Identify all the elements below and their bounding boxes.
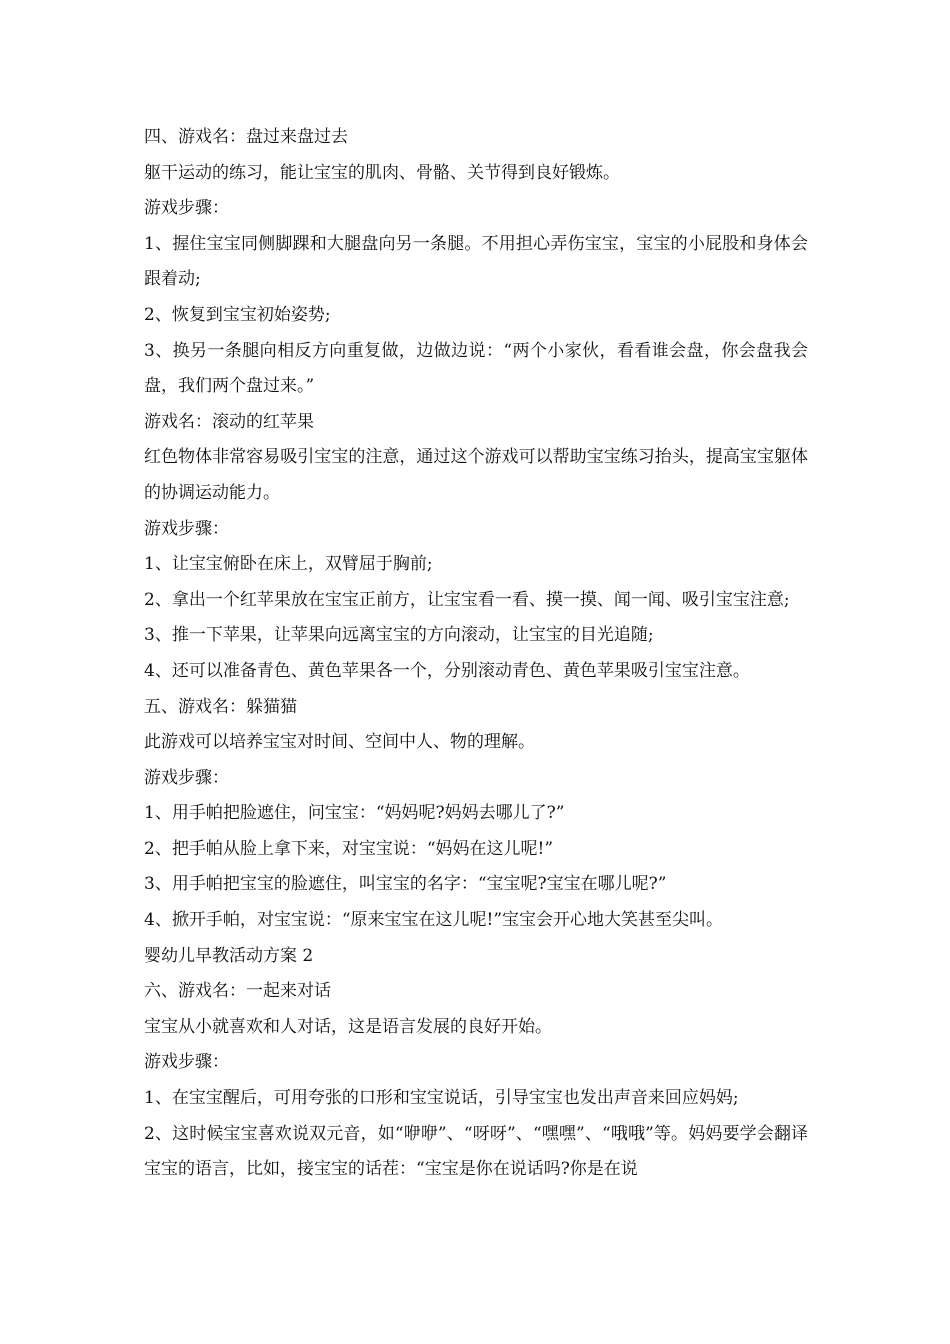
step-item: 3、推一下苹果，让苹果向远离宝宝的方向滚动，让宝宝的目光追随; <box>144 625 654 646</box>
steps-label: 游戏步骤： <box>144 767 229 788</box>
paragraph: 宝宝从小就喜欢和人对话，这是语言发展的良好开始。 <box>144 1016 552 1037</box>
step-item: 1、在宝宝醒后，可用夸张的口形和宝宝说话，引导宝宝也发出声音来回应妈妈; <box>144 1088 739 1109</box>
step-item: 1、让宝宝俯卧在床上，双臂屈于胸前; <box>144 554 433 575</box>
steps-label: 游戏步骤： <box>144 198 229 219</box>
steps-label: 游戏步骤： <box>144 1052 229 1073</box>
paragraph: 此游戏可以培养宝宝对时间、空间中人、物的理解。 <box>144 732 535 753</box>
step-item: 1、握住宝宝同侧脚踝和大腿盘向另一条腿。不用担心弄伤宝宝，宝宝的小屁股和身体会跟着动; <box>144 233 808 290</box>
step-item: 2、拿出一个红苹果放在宝宝正前方，让宝宝看一看、摸一摸、闻一闻、吸引宝宝注意; <box>144 589 790 610</box>
steps-label: 游戏步骤： <box>144 518 229 539</box>
step-item: 4、还可以准备青色、黄色苹果各一个，分别滚动青色、黄色苹果吸引宝宝注意。 <box>144 660 750 681</box>
plan-title: 婴幼儿早教活动方案 2 <box>144 945 314 966</box>
step-item: 2、把手帕从脸上拿下来，对宝宝说：“妈妈在这儿呢!” <box>144 838 554 859</box>
step-item: 1、用手帕把脸遮住，问宝宝：“妈妈呢?妈妈去哪儿了?” <box>144 803 565 824</box>
paragraph: 躯干运动的练习，能让宝宝的肌肉、骨骼、关节得到良好锻炼。 <box>144 162 620 183</box>
paragraph: 红色物体非常容易吸引宝宝的注意，通过这个游戏可以帮助宝宝练习抬头，提高宝宝躯体的协调运动能力。 <box>144 447 808 503</box>
section-heading-4: 四、游戏名：盘过来盘过去 <box>144 127 348 147</box>
step-item: 4、掀开手帕，对宝宝说：“原来宝宝在这儿呢!”宝宝会开心地大笑甚至尖叫。 <box>144 910 724 931</box>
step-item: 3、用手帕把宝宝的脸遮住，叫宝宝的名字：“宝宝呢?宝宝在哪儿呢?” <box>144 874 667 895</box>
step-item: 2、恢复到宝宝初始姿势; <box>144 304 331 325</box>
game-name-heading: 游戏名：滚动的红苹果 <box>144 411 314 432</box>
document-body <box>144 120 808 1188</box>
section-heading-5: 五、游戏名：躲猫猫 <box>144 696 297 717</box>
step-item: 3、换另一条腿向相反方向重复做，边做边说：“两个小家伙，看看谁会盘，你会盘我会盘，我们两个盘过来。” <box>144 340 808 397</box>
section-heading-6: 六、游戏名：一起来对话 <box>144 981 331 1002</box>
step-item: 2、这时候宝宝喜欢说双元音，如“咿咿”、“呀呀”、“嘿嘿”、“哦哦”等。妈妈要学会翻译宝宝的语言，比如，接宝宝的话茬：“宝宝是你在说话吗?你是在说 <box>144 1123 808 1180</box>
